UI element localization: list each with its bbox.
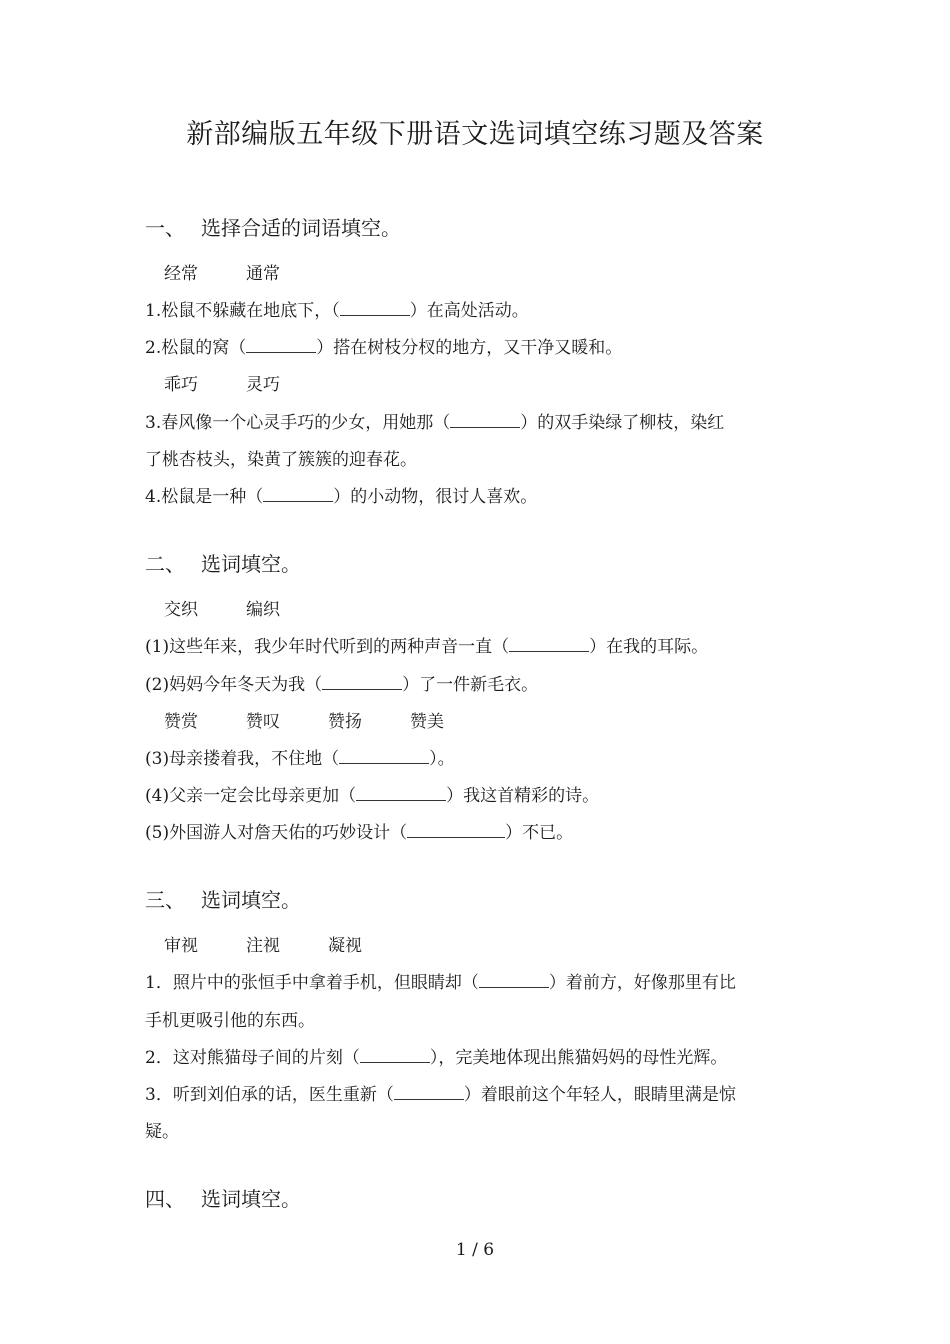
- question-text: ）了一件新毛衣。: [402, 675, 539, 695]
- word-option: 赞扬: [328, 712, 362, 732]
- word-option: 乖巧: [164, 375, 198, 395]
- question-text: ）不已。: [505, 823, 574, 843]
- question-text: (4)父亲一定会比母亲更加（: [145, 786, 357, 806]
- question-text: (2)妈妈今年冬天为我（: [145, 675, 323, 695]
- question-line: [145, 408, 724, 433]
- question-line: [145, 744, 455, 769]
- answer-blank[interactable]: [450, 413, 520, 428]
- word-choices: [164, 259, 328, 284]
- answer-blank[interactable]: [322, 675, 402, 690]
- question-text: 3．听到刘伯承的话，医生重新（: [145, 1085, 394, 1105]
- answer-blank[interactable]: [340, 301, 410, 316]
- question-text: ），完美地体现出熊猫妈妈的母性光辉。: [429, 1048, 728, 1068]
- question-line: [145, 333, 622, 358]
- question-text: ）着前方，好像那里有比: [548, 973, 736, 993]
- question-line: [145, 296, 529, 321]
- question-text: ）我这首精彩的诗。: [446, 786, 600, 806]
- section-heading-1: [145, 212, 401, 241]
- question-text: (1)这些年来，我少年时代听到的两种声音一直（: [145, 637, 510, 657]
- section-number: 三、: [145, 888, 185, 912]
- section-heading-3: [145, 884, 301, 913]
- section-title: 选词填空。: [201, 888, 301, 912]
- page-number: 1 / 6: [455, 1240, 495, 1260]
- word-option: 凝视: [328, 936, 362, 956]
- word-option: 编织: [246, 600, 280, 620]
- question-line-continued: [145, 445, 417, 470]
- question-text: 3.春风像一个心灵手巧的少女，用她那（: [145, 413, 451, 433]
- answer-blank[interactable]: [263, 487, 333, 502]
- answer-blank[interactable]: [394, 1085, 464, 1100]
- answer-blank[interactable]: [407, 823, 505, 838]
- page-title: 新部编版五年级下册语文选词填空练习题及答案: [186, 119, 764, 150]
- question-text: ）着眼前这个年轻人，眼睛里满是惊: [463, 1085, 736, 1105]
- question-text: 4.松鼠是一种（: [145, 487, 264, 507]
- word-option: 通常: [246, 264, 280, 284]
- word-option: 赞赏: [164, 712, 198, 732]
- question-line: [145, 1080, 736, 1105]
- question-line: [145, 968, 736, 993]
- question-text: ）。: [429, 749, 455, 769]
- section-heading-2: [145, 548, 301, 577]
- question-text: ）搭在树枝分杈的地方，又干净又暖和。: [316, 338, 623, 358]
- question-line: [145, 818, 573, 843]
- question-text: 2.松鼠的窝（: [145, 338, 247, 358]
- word-option: 赞美: [410, 712, 444, 732]
- section-number: 二、: [145, 552, 185, 576]
- section-title: 选词填空。: [201, 1187, 301, 1211]
- word-choices: [164, 370, 328, 395]
- question-text: 2．这对熊猫母子间的片刻（: [145, 1048, 360, 1068]
- word-choices: [164, 707, 492, 732]
- section-title: 选词填空。: [201, 552, 301, 576]
- question-text: 1．照片中的张恒手中拿着手机，但眼睛却（: [145, 973, 479, 993]
- question-text: 手机更吸引他的东西。: [145, 1011, 315, 1031]
- question-text: 了桃杏枝头，染黄了簇簇的迎春花。: [145, 450, 417, 470]
- question-text: ）的小动物，很讨人喜欢。: [333, 487, 538, 507]
- word-choices: [164, 595, 328, 620]
- section-number: 一、: [145, 216, 185, 240]
- question-line: [145, 482, 537, 507]
- word-option: 灵巧: [246, 375, 280, 395]
- question-text: (3)母亲搂着我，不住地（: [145, 749, 340, 769]
- word-option: 审视: [164, 936, 198, 956]
- word-option: 经常: [164, 264, 198, 284]
- section-title: 选择合适的词语填空。: [201, 216, 401, 240]
- question-text: 疑。: [145, 1122, 179, 1142]
- question-line: [145, 670, 538, 695]
- word-choices: [164, 931, 410, 956]
- question-line: [145, 781, 599, 806]
- question-text: 1.松鼠不躲藏在地底下，（: [145, 301, 340, 321]
- question-text: (5)外国游人对詹天佑的巧妙设计（: [145, 823, 408, 843]
- question-line-continued: [145, 1117, 179, 1142]
- word-option: 注视: [246, 936, 280, 956]
- section-number: 四、: [145, 1187, 185, 1211]
- word-option: 赞叹: [246, 712, 280, 732]
- question-line: [145, 1043, 727, 1068]
- answer-blank[interactable]: [479, 973, 549, 988]
- answer-blank[interactable]: [360, 1048, 430, 1063]
- question-text: ）在我的耳际。: [589, 637, 709, 657]
- question-line-continued: [145, 1006, 315, 1031]
- answer-blank[interactable]: [356, 786, 446, 801]
- question-text: ）在高处活动。: [409, 301, 529, 321]
- section-heading-4: [145, 1183, 301, 1212]
- word-option: 交织: [164, 600, 198, 620]
- answer-blank[interactable]: [339, 749, 429, 764]
- answer-blank[interactable]: [246, 338, 316, 353]
- answer-blank[interactable]: [509, 637, 589, 652]
- question-line: [145, 632, 708, 657]
- question-text: ）的双手染绿了柳枝，染红: [520, 413, 725, 433]
